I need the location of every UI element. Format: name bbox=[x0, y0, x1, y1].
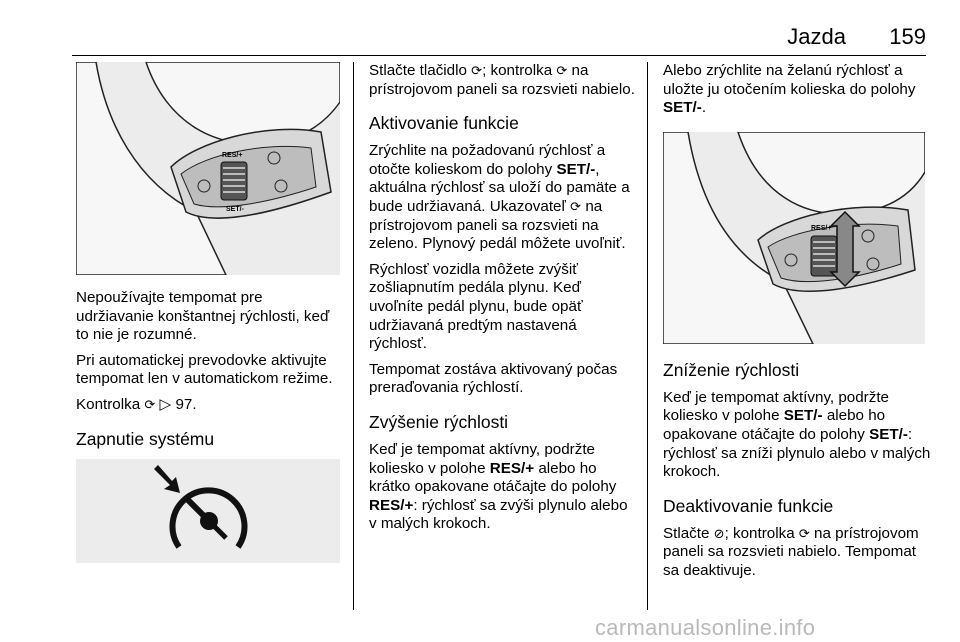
paragraph bbox=[369, 441, 637, 534]
cruise-control-icon: ⟳ bbox=[556, 63, 568, 78]
text: Stlačte tlačidlo bbox=[369, 62, 467, 79]
section-heading: Zapnutie systému bbox=[76, 428, 215, 449]
res-label: RES/+ bbox=[222, 152, 243, 159]
text: Alebo zrýchlite na želanú rýchlosť a uložte ju otočením kolieska do polohy bbox=[663, 62, 916, 98]
page-number: 159 bbox=[889, 24, 926, 49]
text: Keď je tempomat aktívny, podržte koliesko v polohe bbox=[663, 388, 890, 425]
steering-wheel-figure bbox=[76, 62, 340, 275]
chapter-title: Jazda bbox=[787, 24, 846, 49]
watermark: carmanualsonline.info bbox=[595, 615, 816, 640]
text: ; kontrolka bbox=[482, 62, 553, 79]
paragraph: Nepoužívajte tempomat pre udržiavanie konštantnej rýchlosti, keď to nie je rozumné. bbox=[76, 289, 330, 344]
text: na prístrojovom paneli sa rozsvieti nabielo. Tempomat sa deaktivuje. bbox=[663, 524, 919, 579]
paragraph: Pri automatickej prevodovke aktivujte tempomat len v automatickom režime. bbox=[76, 351, 333, 388]
column-divider-2 bbox=[647, 62, 648, 610]
text: Keď je tempomat aktívny, podržte koliesko v polohe bbox=[369, 440, 596, 477]
section-heading: Zvýšenie rýchlosti bbox=[369, 411, 509, 432]
paragraph bbox=[663, 525, 931, 581]
bold-term: RES/+ bbox=[369, 496, 414, 514]
text: . bbox=[701, 99, 707, 117]
page-reference-icon: ▷ bbox=[159, 395, 172, 413]
text: Kontrolka bbox=[76, 395, 141, 413]
set-label: SET/- bbox=[226, 206, 244, 213]
section-heading: Deaktivovanie funkcie bbox=[663, 495, 834, 516]
text: na prístrojovom paneli sa rozsvieti na zeleno. Plynový pedál môžete uvoľniť. bbox=[369, 197, 626, 253]
cruise-control-icon: ⟳ bbox=[570, 198, 582, 214]
text: alebo ho opakovane otáčajte do polohy bbox=[663, 407, 886, 443]
paragraph: Tempomat zostáva aktivovaný počas preraďovania rýchlostí. bbox=[369, 360, 618, 397]
text: Zrýchlite na požadovanú rýchlosť a otočte kolieskom do polohy bbox=[369, 142, 606, 178]
paragraph bbox=[663, 389, 931, 482]
text: Stlačte bbox=[663, 524, 710, 542]
text: : rýchlosť sa zníži plynulo alebo v malých krokoch. bbox=[663, 425, 931, 481]
text: , aktuálna rýchlosť sa uloží do pamäte a bude udržiavaná. Ukazovateľ bbox=[369, 160, 630, 215]
column-divider-1 bbox=[353, 62, 354, 610]
steering-wheel-figure-rotate bbox=[663, 132, 925, 344]
header-divider bbox=[72, 55, 926, 56]
column-2 bbox=[369, 62, 637, 541]
page-reference: 97. bbox=[175, 395, 197, 413]
text: na prístrojovom paneli sa rozsvieti nabielo. bbox=[369, 62, 635, 98]
bold-term: SET/- bbox=[783, 407, 823, 425]
text: alebo ho krátko opakovane otáčajte do polohy bbox=[369, 459, 617, 496]
column-1 bbox=[76, 62, 342, 563]
bold-term: SET/- bbox=[869, 425, 908, 443]
cruise-control-icon: ⟳ bbox=[798, 525, 810, 541]
paragraph bbox=[76, 396, 342, 415]
cruise-control-icon: ⟳ bbox=[471, 63, 483, 78]
text: ; kontrolka bbox=[724, 524, 795, 542]
paragraph: Rýchlosť vozidla môžete zvýšiť zošliapnutím pedála plynu. Keď uvoľníte pedál plynu, bude opäť udržiavaná predtým nastavená rýchlosť. bbox=[369, 260, 583, 353]
section-heading: Aktivovanie funkcie bbox=[369, 113, 519, 134]
res-label: RES/+ bbox=[811, 224, 832, 232]
paragraph bbox=[369, 142, 637, 254]
bold-term: SET/- bbox=[663, 99, 702, 117]
paragraph bbox=[663, 62, 931, 118]
cruise-control-icon: ⟳ bbox=[144, 396, 156, 412]
bold-term: SET/- bbox=[556, 160, 596, 178]
bold-term: RES/+ bbox=[489, 459, 535, 477]
column-3 bbox=[663, 62, 931, 588]
cruise-control-off-icon: ⊘ bbox=[713, 525, 725, 541]
cruise-control-symbol-figure bbox=[76, 459, 340, 563]
section-heading: Zníženie rýchlosti bbox=[663, 359, 800, 380]
text: : rýchlosť sa zvýši plynulo alebo v malých krokoch. bbox=[369, 496, 628, 533]
paragraph bbox=[369, 62, 637, 99]
